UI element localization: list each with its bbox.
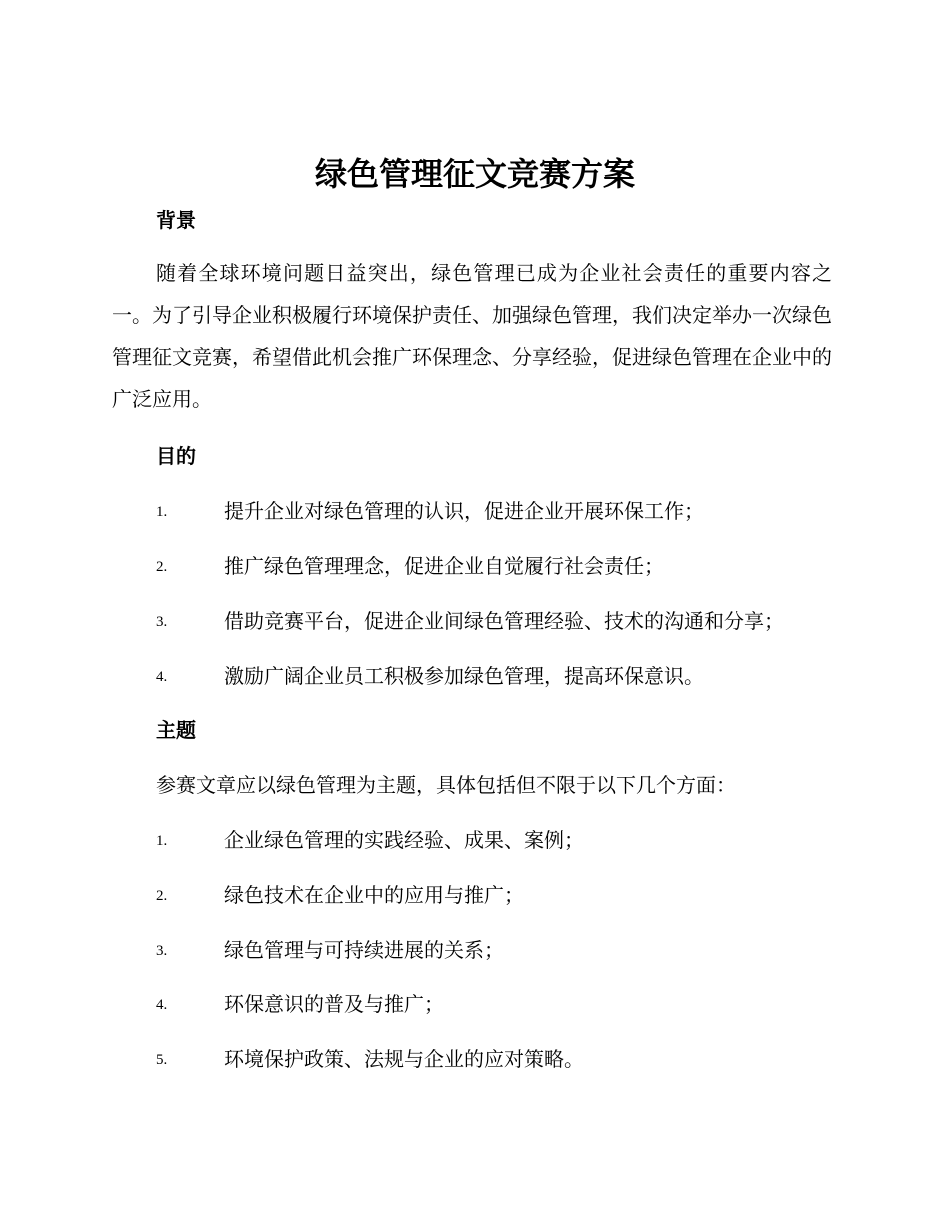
list-item-text: 提升企业对绿色管理的认识，促进企业开展环保工作；	[224, 499, 704, 523]
list-item-number: 3.	[156, 614, 168, 630]
list-item-number: 2.	[156, 888, 168, 904]
list-item-text: 环保意识的普及与推广；	[224, 992, 444, 1016]
list-item-text: 企业绿色管理的实践经验、成果、案例；	[224, 828, 584, 852]
background-paragraph: 随着全球环境问题日益突出，绿色管理已成为企业社会责任的重要内容之一。为了引导企业积极履行环境保护责任、加强绿色管理，我们决定举办一次绿色管理征文竞赛，希望借此机会推广环保理念、分享经验，促进绿色管理在企业中的广泛应用。	[112, 261, 832, 411]
list-item-text: 环境保护政策、法规与企业的应对策略。	[224, 1047, 584, 1071]
list-item-number: 4.	[156, 997, 168, 1013]
list-item-text: 激励广阔企业员工积极参加绿色管理，提高环保意识。	[224, 664, 704, 688]
list-item-number: 4.	[156, 669, 168, 685]
theme-intro: 参赛文章应以绿色管理为主题，具体包括但不限于以下几个方面：	[156, 773, 736, 797]
section-heading-theme: 主题	[156, 718, 196, 742]
list-item-number: 1.	[156, 833, 168, 849]
list-item-number: 2.	[156, 559, 168, 575]
list-item-text: 借助竞赛平台，促进企业间绿色管理经验、技术的沟通和分享；	[224, 609, 784, 633]
list-item-number: 1.	[156, 504, 168, 520]
list-item-text: 绿色技术在企业中的应用与推广；	[224, 883, 524, 907]
list-item-text: 绿色管理与可持续进展的关系；	[224, 938, 504, 962]
section-heading-background: 背景	[156, 208, 196, 232]
list-item-text: 推广绿色管理理念，促进企业自觉履行社会责任；	[224, 554, 664, 578]
document-title: 绿色管理征文竞赛方案	[314, 155, 635, 193]
section-heading-purpose: 目的	[156, 444, 196, 468]
list-item-number: 5.	[156, 1052, 168, 1068]
list-item-number: 3.	[156, 943, 168, 959]
